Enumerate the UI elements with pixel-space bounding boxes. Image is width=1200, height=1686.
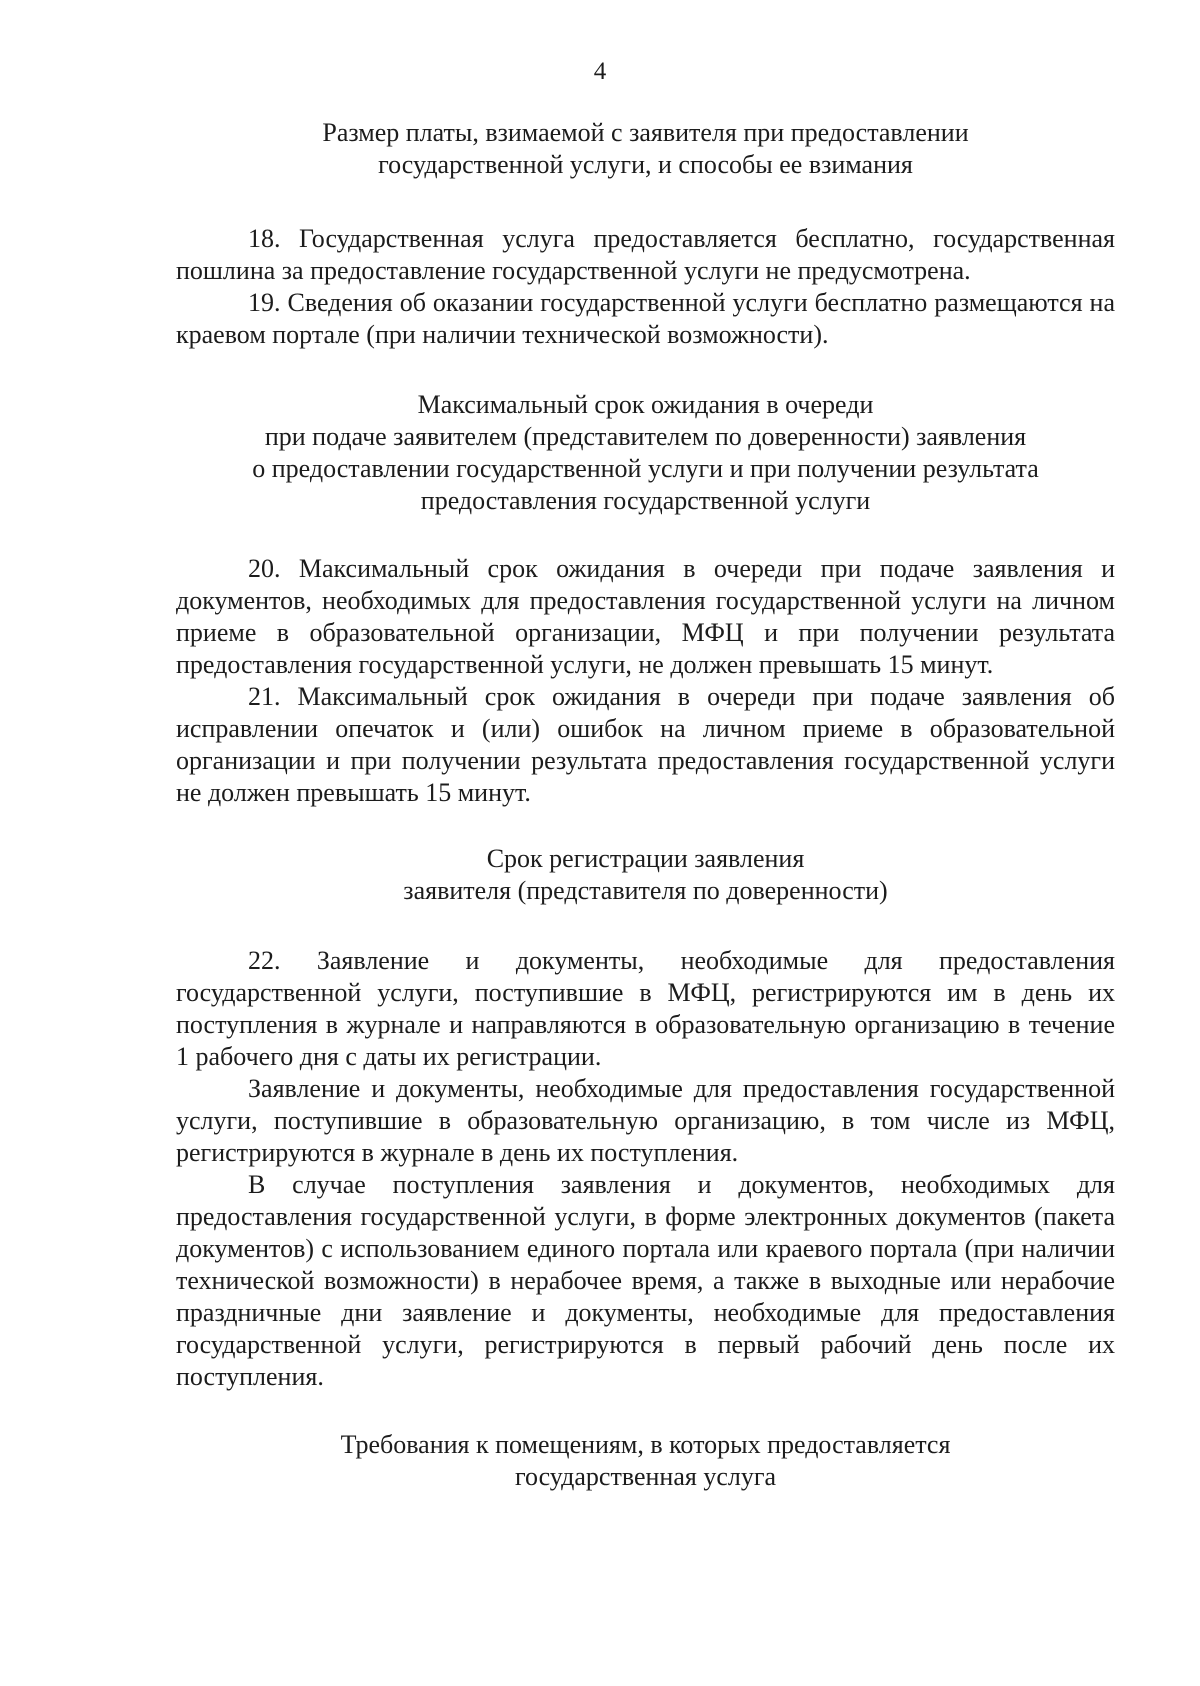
heading-line: государственная услуга — [514, 1462, 777, 1491]
paragraph-22: 22. Заявление и документы, необходимые для предоставления государственной услуги, поступившие в МФЦ, регистрируются им в день их поступления в журнале и направляются в образовательную организацию в течение 1 рабочего дня с даты их регистрации. — [176, 946, 1115, 1071]
heading-line: при подаче заявителем (представителем по доверенности) заявления — [264, 422, 1027, 451]
paragraph-22-third: В случае поступления заявления и документов, необходимых для предоставления государственной услуги, в форме электронных документов (пакета документов) с использованием единого портала или краевого портала (при наличии технической возможности) в нерабочее время, а также в выходные или нерабочие праздничные дни заявление и документы, необходимые для предоставления государственной услуги, регистрируются в первый рабочий день после их поступления. — [176, 1170, 1115, 1391]
document-body — [176, 117, 1115, 1493]
heading-line: заявителя (представителя по доверенности) — [403, 876, 888, 905]
heading-line: Размер платы, взимаемой с заявителя при предоставлении — [322, 118, 969, 147]
section-heading-fee — [176, 117, 1115, 181]
heading-line: Срок регистрации заявления — [486, 844, 805, 873]
heading-line: Максимальный срок ожидания в очереди — [417, 390, 874, 419]
paragraph-18: 18. Государственная услуга предоставляется бесплатно, государственная пошлина за предоставление государственной услуги не предусмотрена. — [176, 224, 1115, 285]
page-number: 4 — [593, 58, 607, 85]
heading-line: предоставления государственной услуги — [420, 486, 871, 515]
heading-line: государственной услуги, и способы ее взимания — [378, 150, 913, 179]
section-heading-queue — [176, 389, 1115, 517]
section-heading-registration — [176, 843, 1115, 907]
heading-line: Требования к помещениям, в которых предоставляется — [340, 1430, 951, 1459]
paragraph-19: 19. Сведения об оказании государственной услуги бесплатно размещаются на краевом портале (при наличии технической возможности). — [176, 288, 1115, 349]
paragraph-20: 20. Максимальный срок ожидания в очереди при подаче заявления и документов, необходимых для предоставления государственной услуги на личном приеме в образовательной организации, МФЦ и при получении результата предоставления государственной услуги, не должен превышать 15 минут. — [176, 554, 1115, 679]
paragraph-22-second: Заявление и документы, необходимые для предоставления государственной услуги, поступившие в образовательную организацию, в том числе из МФЦ, регистрируются в журнале в день их поступления. — [176, 1074, 1115, 1167]
paragraph-21: 21. Максимальный срок ожидания в очереди при подаче заявления об исправлении опечаток и (или) ошибок на личном приеме в образовательной организации и при получении результата предоставления государственной услуги не должен превышать 15 минут. — [176, 682, 1115, 807]
heading-line: о предоставлении государственной услуги и при получении результата — [252, 454, 1039, 483]
section-heading-premises — [176, 1429, 1115, 1493]
